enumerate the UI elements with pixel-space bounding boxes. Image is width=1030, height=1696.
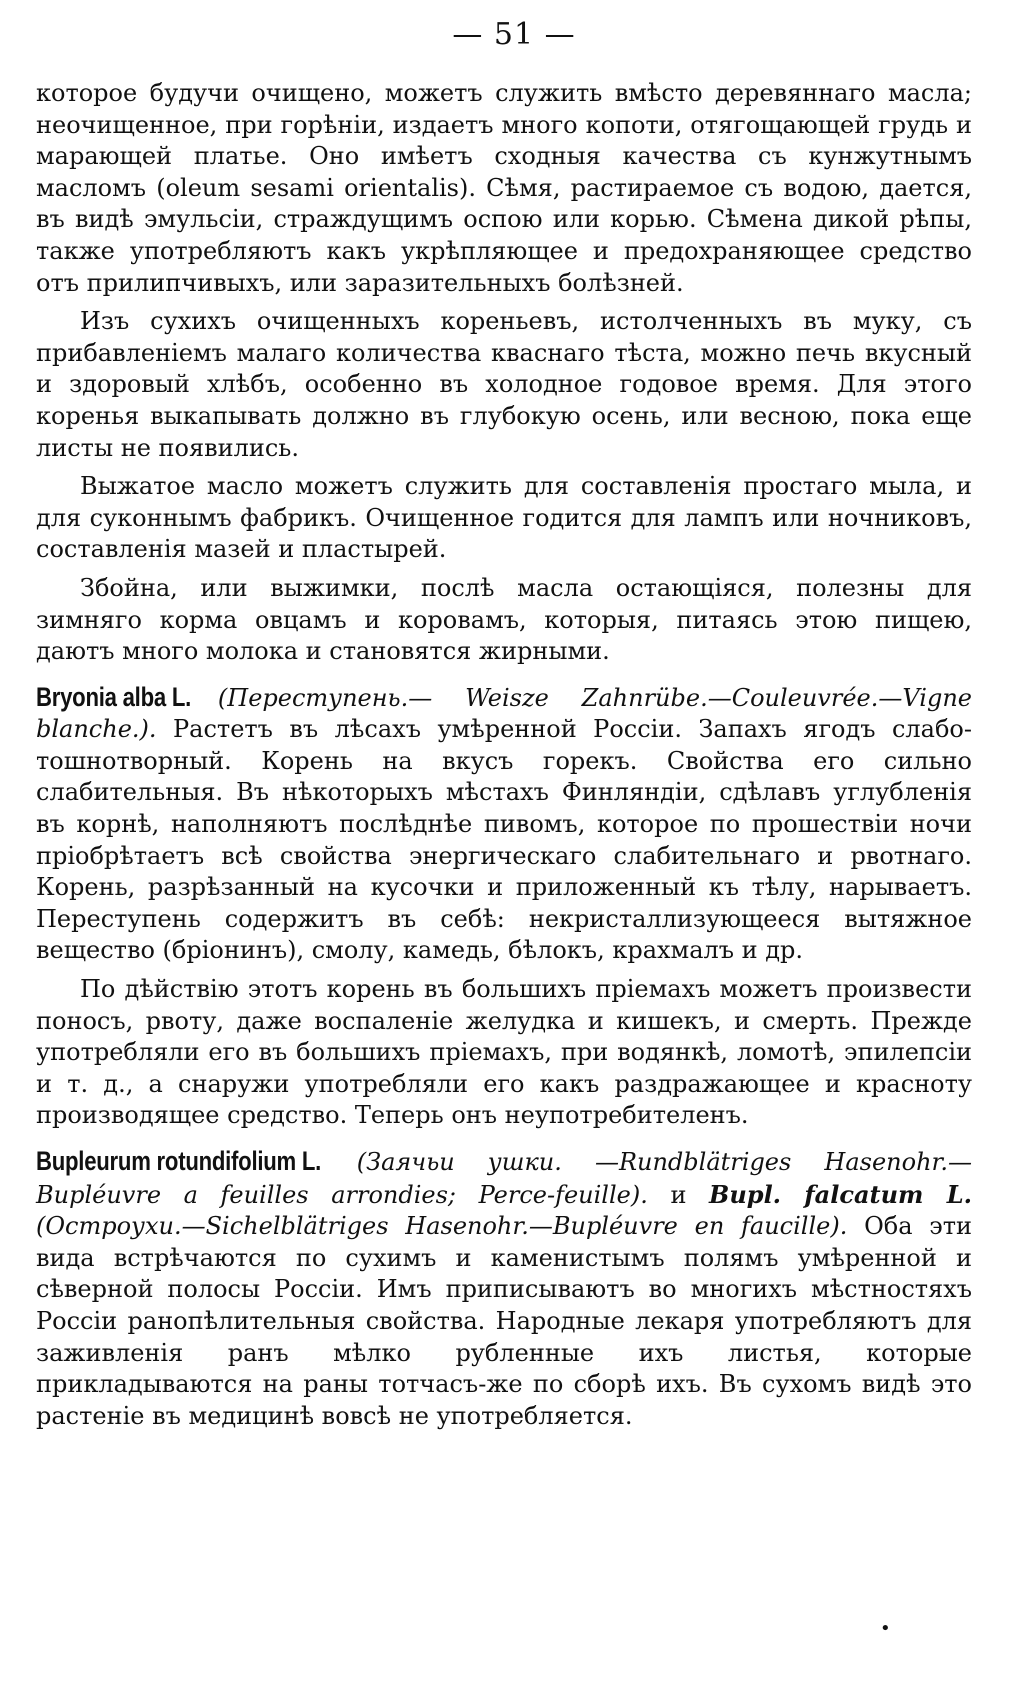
paragraph-oil-uses: которое будучи очищено, можетъ служить вмѣсто деревяннаго масла; неочищенное, при горѣніи, издаетъ много копоти, отягощающей грудь и марающей платье. Оно имѣетъ сходныя качества съ кунжутнымъ масломъ (oleum sesami orientalis). Сѣмя, растираемое съ водою, дается, въ видѣ эмульсіи, страждущимъ оспою или корью. Сѣмена дикой рѣпы, также употребляютъ какъ укрѣпляющее и предохраняющее средство отъ прилипчивыхъ, или заразительныхъ болѣзней. — [36, 79, 972, 297]
bupleurum-falcatum-synonyms: (Остроухи.—Sichelblätriges Hasenohr.—Bupléuvre en faucille). — [36, 1212, 848, 1241]
ink-speck: • — [880, 1618, 891, 1639]
paragraph-pressed-oil: Выжатое масло можетъ служить для составленія простаго мыла, и для суконнымъ фабрикъ. Очищенное годится для лампъ или ночниковъ, составленія мазей и пластырей. — [36, 472, 972, 564]
bupleurum-falcatum-name: Bupl. falcatum L. — [709, 1179, 972, 1209]
bupleurum-name: Bupleurum rotundifolium L. — [36, 1146, 322, 1176]
bupleurum-conjunction: и — [670, 1180, 687, 1209]
paragraph-bread: Изъ сухихъ очищенныхъ кореньевъ, истолченныхъ въ муку, съ прибавленіемъ малаго количества кваснаго тѣста, можно печь вкусный и здоровый хлѣбъ, особенно въ холодное годовое время. Для этого коренья выкапывать должно въ глубокую осень, или весною, пока еще листы не появились. — [36, 307, 972, 462]
bryonia-text: Растетъ въ лѣсахъ умѣренной Россіи. Запахъ ягодъ слабо-тошнотворный. Корень на вкусъ горекъ. Свойства его сильно слабительныя. Въ нѣкоторыхъ мѣстахъ Финляндіи, сдѣлавъ углубленія въ корнѣ, наполняютъ послѣднѣе пивомъ, которое по прошествіи ночи пріобрѣтаетъ всѣ свойства энергическаго слабительнаго и рвотнаго. Корень, разрѣзанный на кусочки и приложенный къ тѣлу, нарываетъ. Переступень содержитъ въ себѣ: некристаллизующееся вытяжное вещество (бріонинъ), смолу, камедь, бѣлокъ, крахмалъ и др. — [36, 715, 972, 965]
paragraph-bryonia-action: По дѣйствію этотъ корень въ большихъ пріемахъ можетъ произвести поносъ, рвоту, даже воспаленіе желудка и кишекъ, и смерть. Прежде употребляли его въ большихъ пріемахъ, при водянкѣ, ломотѣ, эпилепсіи и т. д., а снаружи употребляли его какъ раздражающее и красноту производящее средство. Теперь онъ неупотребителенъ. — [36, 975, 972, 1130]
body-text — [36, 78, 972, 1432]
bryonia-synonyms: (Переступень.— Weisze Zahnrübe.—Couleuvrée.—Vigne blanche.). — [36, 683, 972, 744]
entry-bupleurum — [36, 1146, 972, 1432]
entry-bryonia — [36, 682, 972, 967]
paragraph-pomace: Збойна, или выжимки, послѣ масла остающіяся, полезны для зимняго корма овцамъ и коровамъ, которыя, питаясь этою пищею, даютъ много молока и становятся жирными. — [36, 573, 972, 666]
bupleurum-text: Оба эти вида встрѣчаются по сухимъ и каменистымъ полямъ умѣренной и сѣверной полосы Россіи. Имъ приписываютъ во многихъ мѣстностяхъ Россіи ранопѣлительныя свойства. Народные лекаря употребляютъ для заживленія ранъ мѣлко рубленные ихъ листья, которые прикладываются на раны тотчасъ-же по сборѣ ихъ. Въ сухомъ видѣ это растеніе въ медицинѣ вовсѣ не употребляется. — [36, 1212, 972, 1430]
page-number: — 51 — — [452, 17, 576, 52]
bupleurum-synonyms: (Заячьи ушки. —Rundblätriges Hasenohr.—Bupléuvre a feuilles arrondies; Perce-feuille). — [36, 1148, 972, 1209]
bryonia-name: Bryonia alba L. — [36, 681, 192, 712]
